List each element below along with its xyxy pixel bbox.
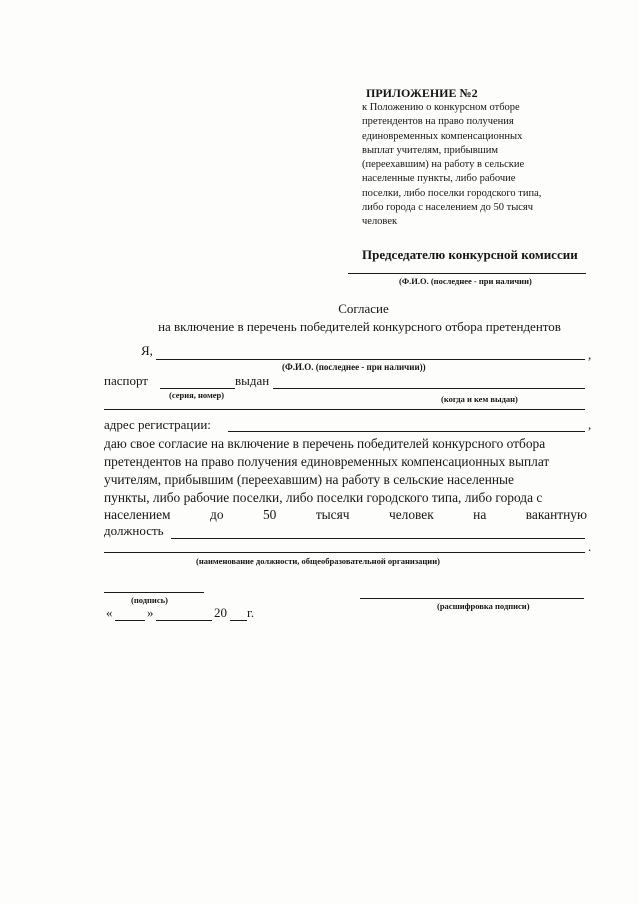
i-label: Я, [141, 343, 153, 358]
consent-word: населением [104, 507, 171, 522]
consent-line: претендентов на право получения единовременных компенсационных выплат [104, 454, 550, 469]
addressee-name-field[interactable] [348, 273, 586, 274]
fio-caption: (Ф.И.О. (последнее - при наличии)) [282, 362, 426, 372]
date-year-field[interactable] [230, 620, 247, 621]
address-field[interactable] [228, 431, 585, 432]
date-month-field[interactable] [156, 620, 212, 621]
position-caption: (наименование должности, общеобразовательной организации) [196, 556, 440, 566]
consent-line: учителям, прибывшим (переехавшим) на работу в сельские населенные [104, 472, 514, 487]
consent-word: тысяч [315, 507, 350, 522]
appendix-line: либо города с населением до 50 тысяч [362, 202, 534, 214]
series-caption: (серия, номер) [169, 390, 225, 400]
position-label: должность [104, 523, 164, 538]
position-field-continued[interactable] [104, 552, 585, 553]
signature-caption: (подпись) [131, 595, 168, 605]
date-open-quote: « [106, 605, 113, 620]
appendix-title: ПРИЛОЖЕНИЕ №2 [366, 86, 478, 100]
document-subtitle: на включение в перечень победителей конкурсного отбора претендентов [158, 319, 561, 334]
issued-by-field-continued[interactable] [104, 409, 585, 410]
addressee-caption: (Ф.И.О. (последнее - при наличии) [399, 276, 532, 286]
fio-comma: , [588, 347, 592, 362]
position-period: . [588, 539, 592, 554]
date-year-suffix: г. [247, 605, 255, 620]
addressee-text: Председателю конкурсной комиссии [362, 247, 578, 262]
appendix-line: претендентов на право получения [362, 116, 514, 128]
date-year-prefix: 20 [214, 605, 227, 620]
date-day-field[interactable] [115, 620, 145, 621]
consent-word: до [210, 507, 224, 522]
issued-caption: (когда и кем выдан) [441, 394, 518, 404]
appendix-line: человек [362, 216, 398, 228]
appendix-line: единовременных компенсационных [362, 130, 523, 142]
transcript-field[interactable] [360, 598, 584, 599]
appendix-line: населенные пункты, либо рабочие [362, 173, 516, 185]
fio-field[interactable] [156, 359, 585, 360]
issued-by-field[interactable] [273, 388, 585, 389]
consent-word: человек [388, 507, 434, 522]
appendix-line: выплат учителям, прибывшим [362, 144, 499, 156]
address-label: адрес регистрации: [104, 417, 211, 432]
consent-line: пункты, либо рабочие поселки, либо поселки городского типа, либо города с [104, 490, 543, 505]
address-comma: , [588, 417, 592, 432]
position-field[interactable] [171, 538, 585, 539]
appendix-line: к Положению о конкурсном отборе [362, 102, 520, 113]
appendix-block [362, 86, 592, 230]
consent-word: 50 [262, 507, 277, 522]
passport-number-field[interactable] [160, 388, 235, 389]
consent-last-line [104, 507, 587, 523]
passport-label: паспорт [104, 373, 148, 388]
document-title: Согласие [338, 301, 389, 316]
signature-field[interactable] [104, 592, 204, 593]
appendix-line: (переехавшим) на работу в сельские [362, 159, 525, 171]
consent-line: даю свое согласие на включение в перечень победителей конкурсного отбора [104, 436, 546, 451]
transcript-caption: (расшифровка подписи) [437, 601, 530, 611]
consent-word: на [473, 507, 487, 522]
date-close-quote: » [147, 605, 154, 620]
appendix-line: поселки, либо поселки городского типа, [362, 187, 542, 199]
consent-word: вакантную [525, 507, 587, 522]
issued-label: выдан [235, 373, 270, 388]
